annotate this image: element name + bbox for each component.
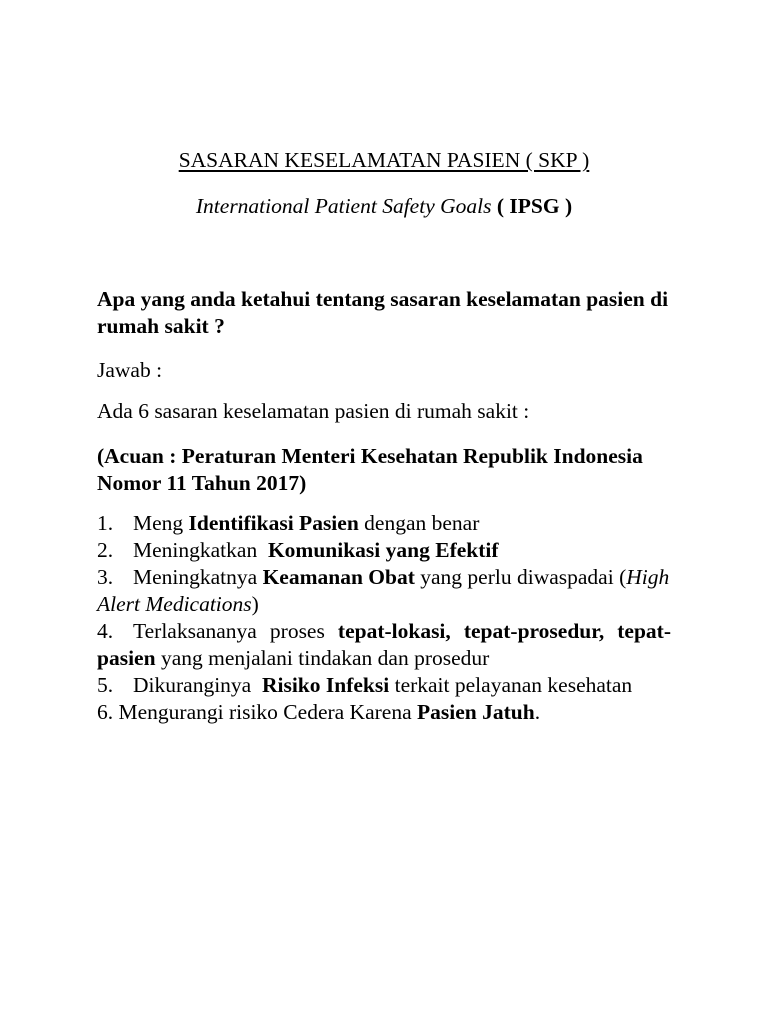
document-title: SASARAN KESELAMATAN PASIEN ( SKP ) xyxy=(178,148,590,172)
item-text-bold: Pasien Jatuh xyxy=(417,700,535,724)
subtitle-italic: International Patient Safety Goals xyxy=(195,194,492,218)
item-text-post: yang perlu diwaspadai ( xyxy=(414,565,627,589)
item-text-post: dengan benar xyxy=(358,511,480,535)
list-item xyxy=(97,699,671,726)
item-text-pre: Meng xyxy=(133,511,189,535)
item-text-pre: Dikuranginya xyxy=(133,673,257,697)
list-item xyxy=(97,537,671,564)
item-text-post: . xyxy=(534,700,541,724)
item-number: 1. xyxy=(97,511,114,535)
item-text-post: terkait pelayanan kesehatan xyxy=(389,673,633,697)
document-subtitle xyxy=(0,193,768,219)
question-text: Apa yang anda ketahui tentang sasaran keselamatan pasien di rumah sakit ? xyxy=(97,287,669,338)
list-item xyxy=(97,564,671,618)
item-text-post: yang menjalani tindakan dan prosedur xyxy=(155,646,490,670)
intro-text: Ada 6 sasaran keselamatan pasien di rumah sakit : xyxy=(97,399,530,423)
item-number: 4. xyxy=(97,619,114,643)
item-text-pre: Meningkatnya xyxy=(133,565,263,589)
list-item xyxy=(97,618,671,672)
answer-label: Jawab : xyxy=(97,358,163,382)
goals-list xyxy=(97,510,671,726)
list-item xyxy=(97,510,671,537)
item-number: 6. xyxy=(97,700,114,724)
item-text-bold: Keamanan Obat xyxy=(262,565,415,589)
item-text-bold: Risiko Infeksi xyxy=(261,673,390,697)
item-text-bold: Identifikasi Pasien xyxy=(188,511,359,535)
subtitle-bold: ( IPSG ) xyxy=(496,194,573,218)
item-text-pre: Meningkatkan xyxy=(133,538,263,562)
list-item xyxy=(97,672,671,699)
item-text-pre: Mengurangi risiko Cedera Karena xyxy=(118,700,418,724)
item-text-pre: Terlaksananya proses xyxy=(133,619,338,643)
item-text-post2: ) xyxy=(251,592,259,616)
item-text-italic: High Alert Medications xyxy=(97,565,670,616)
item-text-bold: Komunikasi yang Efektif xyxy=(267,538,499,562)
item-number: 5. xyxy=(97,673,114,697)
reference-text: (Acuan : Peraturan Menteri Kesehatan Republik Indonesia Nomor 11 Tahun 2017) xyxy=(97,444,643,495)
item-number: 2. xyxy=(97,538,114,562)
item-text-bold: tepat-lokasi, tepat-prosedur, tepat-pasien xyxy=(97,619,671,670)
item-number: 3. xyxy=(97,565,114,589)
